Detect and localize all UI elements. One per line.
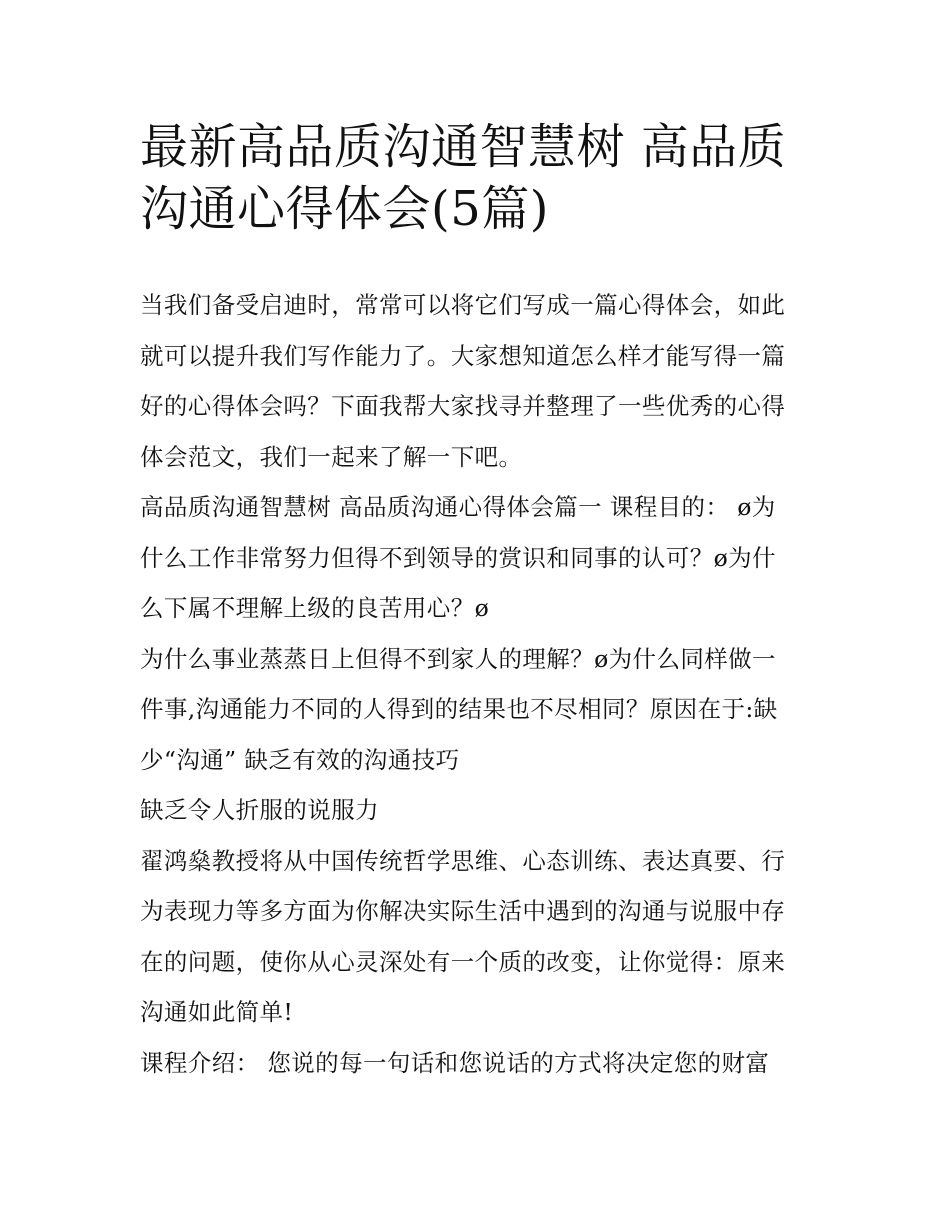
- text-line: 体会范文，我们一起来了解一下吧。: [140, 442, 523, 471]
- paragraph-intro: [140, 280, 820, 482]
- paragraph-questions: [140, 634, 820, 786]
- paragraph-course-goals: [140, 482, 820, 634]
- text-line: 什么工作非常努力但得不到领导的赏识和同事的认可？ø为什: [140, 543, 776, 572]
- paragraph-professor: [140, 836, 820, 1038]
- text-line: 当我们备受启迪时，常常可以将它们写成一篇心得体会，如此: [140, 291, 786, 319]
- text-line: 为什么事业蒸蒸日上但得不到家人的理解？ø为什么同样做一: [140, 644, 776, 673]
- text-line: 在的问题，使你从心灵深处有一个质的改变，让你觉得：原来: [140, 947, 786, 976]
- text-line: 高品质沟通智慧树 高品质沟通心得体会篇一 课程目的： ø为: [140, 493, 776, 521]
- paragraph-persuasion: [140, 785, 820, 836]
- paragraph-course-intro: [140, 1038, 820, 1089]
- text-line: 翟鸿燊教授将从中国传统哲学思维、心态训练、表达真要、行: [140, 846, 786, 875]
- text-line: 课程介绍： 您说的每一句话和您说话的方式将决定您的财富: [140, 1048, 770, 1077]
- text-line: 缺乏令人折服的说服力: [140, 796, 379, 824]
- text-line: 为表现力等多方面为你解决实际生活中遇到的沟通与说服中存: [140, 897, 786, 925]
- title-line: 沟通心得体会(5篇): [140, 181, 549, 237]
- text-line: 件事,沟通能力不同的人得到的结果也不尽相同？原因在于:缺: [140, 695, 778, 723]
- text-line: 好的心得体会吗？下面我帮大家找寻并整理了一些优秀的心得: [140, 392, 786, 420]
- text-line: 少“沟通” 缺乏有效的沟通技巧: [140, 745, 460, 774]
- text-line: 沟通如此简单!: [140, 998, 294, 1026]
- text-line: 么下属不理解上级的良苦用心？ø: [140, 594, 490, 622]
- title-line: 最新高品质沟通智慧树 高品质: [140, 119, 787, 175]
- document-title: [140, 116, 820, 240]
- text-line: 就可以提升我们写作能力了。大家想知道怎么样才能写得一篇: [140, 341, 786, 370]
- document-body: [140, 280, 820, 1088]
